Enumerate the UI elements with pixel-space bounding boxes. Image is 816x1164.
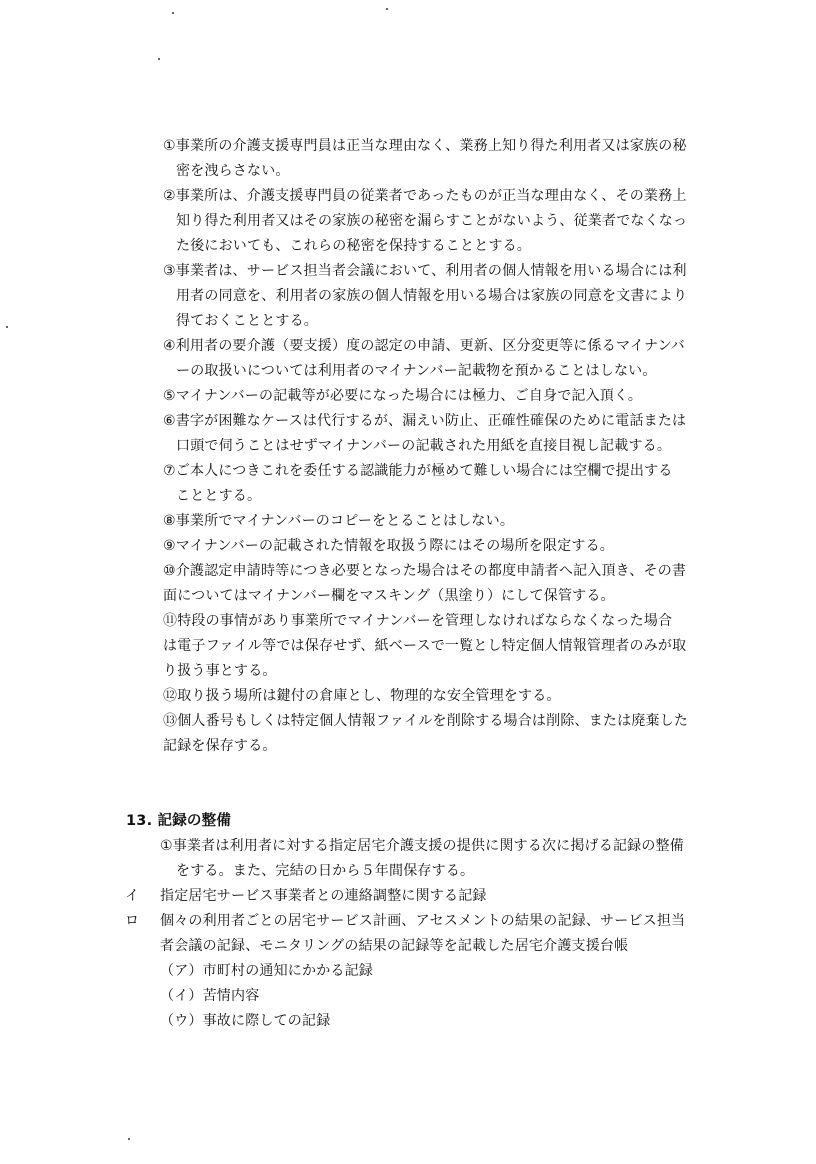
item-i-text: 指定居宅サービス事業者との連絡調整に関する記録	[160, 888, 487, 904]
item-2-line-2: 知り得た利用者又はその家族の秘密を漏らすことがないよう、従業者でなくなっ	[176, 213, 688, 229]
item-8-line-1: ⑧事業所でマイナンバーのコピーをとることはしない。	[163, 513, 515, 529]
section-13-paragraph-line-2: をする。また、完結の日から５年間保存する。	[176, 863, 475, 879]
item-2-line-1: ②事業所は、介護支援専門員の従業者であったものが正当な理由なく、その業務上	[163, 188, 687, 204]
item-10-line-1: ⑩介護認定申請時等につき必要となった場合はその都度申請者へ記入頂き、その書	[163, 563, 687, 579]
scan-speck	[128, 1138, 130, 1140]
item-11-line-1: ⑪特段の事情があり事業所でマイナンバーを管理しなければならなくなった場合	[163, 613, 673, 629]
item-3-line-1: ③事業者は、サービス担当者会議において、利用者の個人情報を用いる場合には利	[163, 263, 687, 279]
scan-speck	[172, 12, 174, 14]
scan-speck	[6, 326, 8, 328]
section-13-paragraph-line-1: ①事業者は利用者に対する指定居宅介護支援の提供に関する次に掲げる記録の整備	[160, 838, 684, 854]
section-13-heading: 13. 記録の整備	[126, 813, 232, 829]
sub-item-u: （ウ）事故に際しての記録	[160, 1013, 331, 1029]
item-ro-line-1: 個々の利用者ごとの居宅サービス計画、アセスメントの結果の記録、サービス担当	[160, 913, 686, 929]
item-3-line-3: 得ておくこととする。	[176, 313, 318, 329]
item-1-line-2: 密を洩らさない。	[176, 163, 290, 179]
item-4-line-2: ーの取扱いについては利用者のマイナンバー記載物を預かることはしない。	[176, 363, 657, 379]
item-10-line-2: 面についてはマイナンバー欄をマスキング（黒塗り）にして保管する。	[163, 588, 615, 604]
item-2-line-3: た後においても、これらの秘密を保持することとする。	[176, 238, 531, 254]
item-13-line-1: ⑬個人番号もしくは特定個人情報ファイルを削除する場合は削除、または廃棄した	[163, 713, 689, 729]
sub-item-i: （イ）苦情内容	[160, 988, 260, 1004]
item-i-marker: イ	[125, 888, 140, 904]
item-3-line-2: 用者の同意を、利用者の家族の個人情報を用いる場合は家族の同意を文書により	[176, 288, 688, 304]
scan-speck	[158, 58, 160, 60]
item-6-line-1: ⑥書字が困難なケースは代行するが、漏えい防止、正確性確保のために電話または	[163, 413, 687, 429]
item-13-line-2: 記録を保存する。	[163, 738, 277, 754]
item-7-line-1: ⑦ご本人につきこれを委任する認識能力が極めて難しい場合には空欄で提出する	[163, 463, 673, 479]
item-6-line-2: 口頭で伺うことはせずマイナンバーの記載された用紙を直接目視し記載する。	[176, 438, 672, 454]
item-ro-marker: ロ	[125, 913, 140, 929]
scan-speck	[386, 8, 388, 10]
item-7-line-2: こととする。	[176, 488, 262, 504]
item-4-line-1: ④利用者の要介護（要支援）度の認定の申請、更新、区分変更等に係るマイナンバ	[163, 338, 685, 354]
item-5-line-1: ⑤マイナンバーの記載等が必要になった場合には極力、ご自身で記入頂く。	[163, 388, 643, 404]
sub-item-a: （ア）市町村の通知にかかる記録	[160, 963, 373, 979]
item-ro-line-2: 者会議の記録、モニタリングの結果の記録等を記載した居宅介護支援台帳	[160, 938, 629, 954]
item-11-line-2: は電子ファイル等では保存せず、紙ベースで一覧とし特定個人情報管理者のみが取	[163, 638, 687, 654]
item-12-line-1: ⑫取り扱う場所は鍵付の倉庫とし、物理的な安全管理をする。	[163, 688, 561, 704]
item-9-line-1: ⑨マイナンバーの記載された情報を取扱う際にはその場所を限定する。	[163, 538, 614, 554]
item-1-line-1: ①事業所の介護支援専門員は正当な理由なく、業務上知り得た利用者又は家族の秘	[163, 138, 687, 154]
item-11-line-3: り扱う事とする。	[163, 663, 277, 679]
